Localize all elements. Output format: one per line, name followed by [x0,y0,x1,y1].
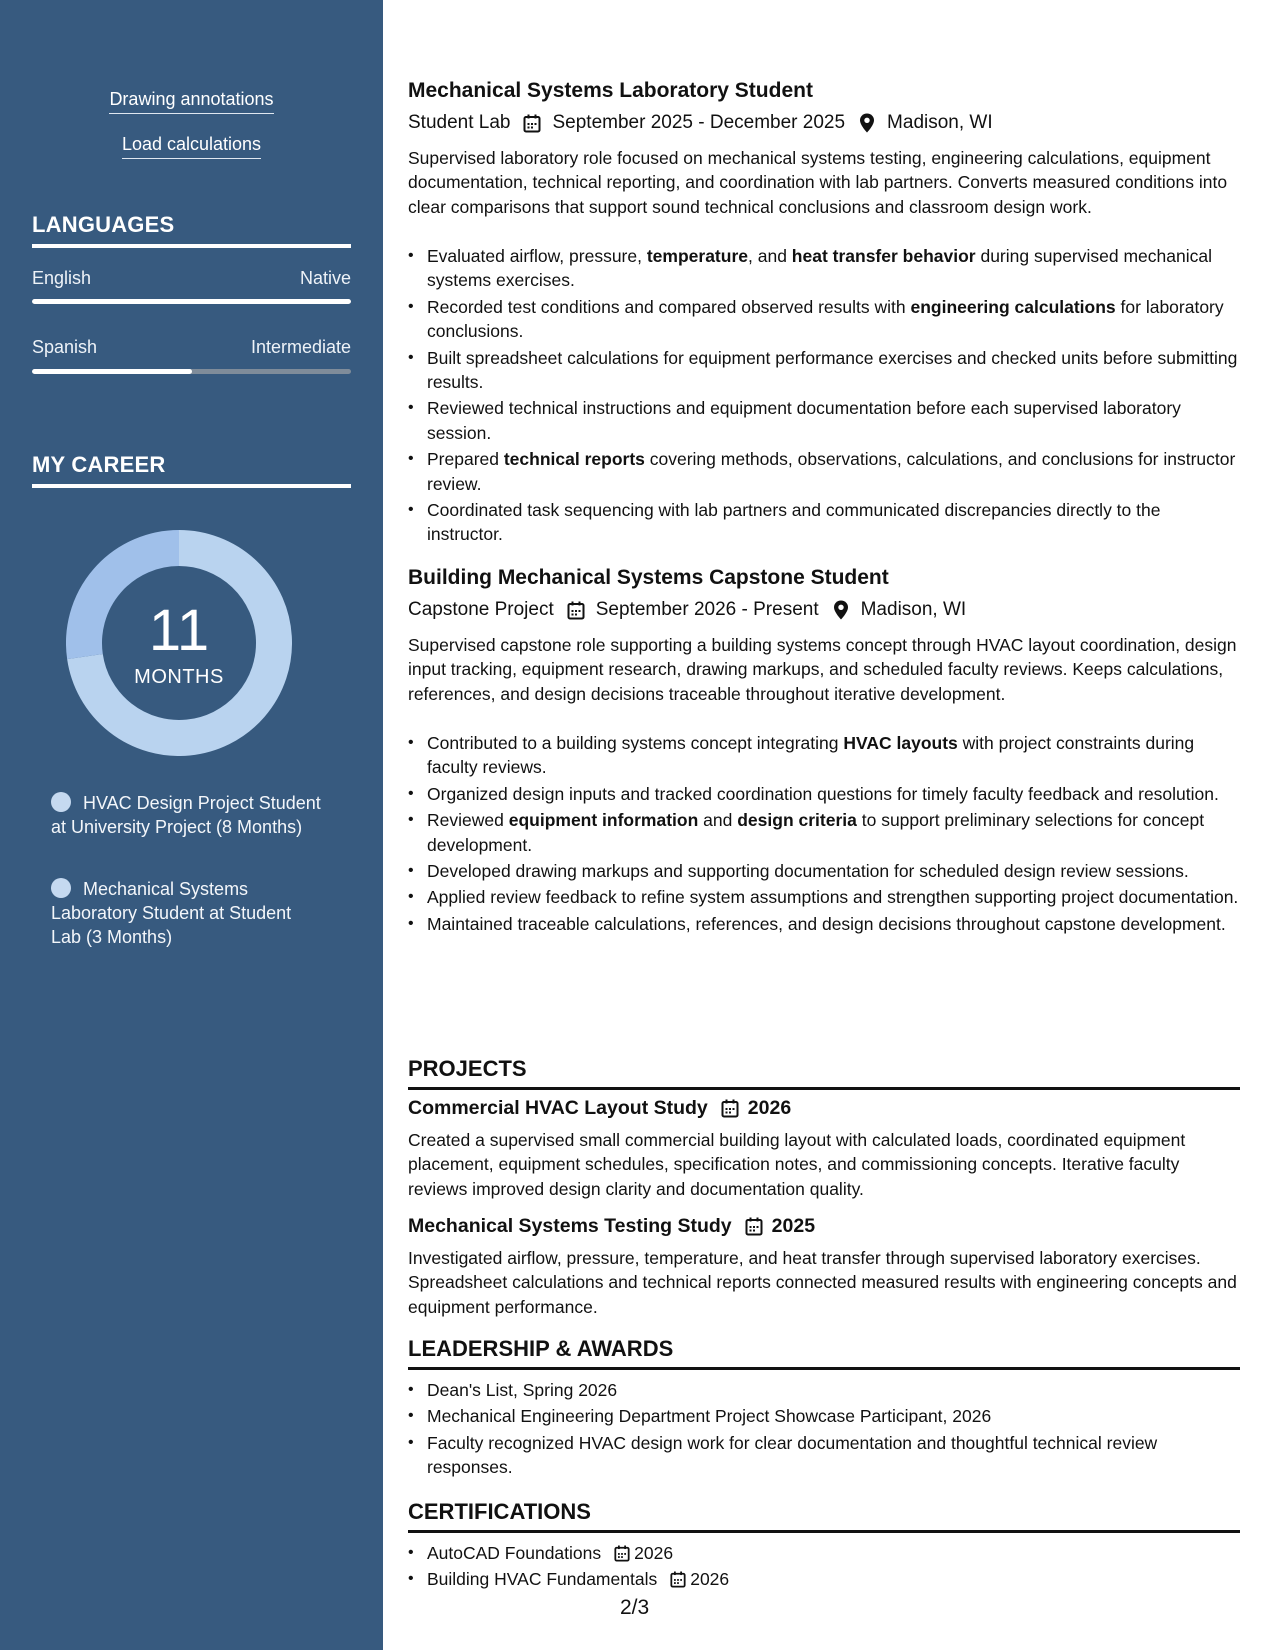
bullet-text: Coordinated task sequencing with lab partners and communicated discrepancies directly to the instructor. [427,500,1161,545]
bullet-emphasis: engineering calculations [910,296,1116,317]
bullet-text: for laboratory conclusions. [427,296,1224,342]
project-year: 2025 [771,1215,816,1237]
languages-heading: LANGUAGES [32,212,351,248]
certifications-list [408,1541,1240,1594]
job-bullet [408,295,1240,344]
map-pin-icon [831,600,851,620]
bullet-text: during supervised mechanical systems exercises. [427,246,1212,291]
skill-label: Drawing annotations [109,89,273,114]
skill-item [0,134,383,159]
career-total-unit: MONTHS [134,666,224,688]
bullet-text: Organized design inputs and tracked coordination questions for timely faculty feedback and resolution. [427,783,1219,804]
project-description: Created a supervised small commercial building layout with calculated loads, coordinated equipment placement, equipment schedules, specification notes, and commissioning concepts. Iterative faculty reviews improved design clarity and documentation quality. [408,1130,1186,1199]
job-bullet [408,396,1240,445]
language-proficiency-bar [32,299,351,304]
language-proficiency-fill [32,369,192,374]
calendar-icon [613,1544,631,1562]
certifications-heading: CERTIFICATIONS [408,1499,1240,1533]
job-meta [408,599,966,621]
page-number: 2/3 [620,1596,650,1619]
map-pin-icon [857,113,877,133]
language-level: Native [299,268,351,288]
awards-list [408,1378,1240,1482]
job-bullets [408,244,1240,549]
job-summary: Supervised laboratory role focused on mechanical systems testing, engineering calculations, equipment documentation, technical reporting, and coordination with lab partners. Converts measured conditions into clear comparisons that support sound technical conclusions and classroom design work. [408,148,1228,217]
bullet-text: Prepared [427,449,504,470]
certification-item [408,1541,1240,1565]
job-bullet [408,885,1240,909]
project-title: Mechanical Systems Testing Study [408,1215,732,1237]
project-title: Commercial HVAC Layout Study [408,1097,708,1119]
bullet-text: Reviewed technical instructions and equipment documentation before each supervised laboratory session. [427,398,1181,443]
bullet-emphasis: equipment information [508,810,699,831]
bullet-text: Contributed to a building systems concept integrating [427,733,844,753]
legend-dot-icon [51,792,71,812]
calendar-icon [669,1571,687,1589]
bullet-emphasis: heat transfer behavior [791,246,976,266]
career-donut-chart [66,530,292,756]
legend-dot-icon [51,878,71,898]
projects-heading: PROJECTS [408,1056,1240,1090]
bullet-text: covering methods, observations, calculations, and conclusions for instructor review. [427,449,1236,494]
bullet-text: Maintained traceable calculations, references, and design decisions throughout capstone development. [427,913,1226,934]
job-bullet [408,244,1240,293]
certification-year: 2026 [634,1543,674,1563]
job-dates: September 2026 - Present [595,599,819,620]
calendar-icon [720,1099,740,1119]
job-location: Madison, WI [887,112,993,133]
language-row [32,268,351,289]
bullet-text: to support preliminary selections for concept development. [427,810,1205,855]
language-row [32,337,351,358]
career-legend-label: HVAC Design Project Student at University Project (8 Months) [51,793,321,837]
calendar-icon [566,600,586,620]
calendar-icon [744,1217,764,1237]
job-bullet [408,912,1240,936]
career-legend-item [51,877,321,949]
bullet-text: Reviewed [427,810,509,831]
language-name: English [32,268,92,288]
award-item: • Faculty recognized HVAC design work for clear documentation and thoughtful technical review responses. [408,1431,1240,1480]
career-heading: MY CAREER [32,452,351,488]
job-title: Building Mechanical Systems Capstone Student [408,566,889,589]
job-bullet [408,346,1240,395]
skill-item [0,89,383,114]
bullet-text: Evaluated airflow, pressure, [427,246,647,266]
project-title-row [408,1097,791,1120]
project-year: 2026 [747,1097,792,1119]
certification-year: 2026 [690,1569,730,1590]
career-legend-label: Mechanical Systems Laboratory Student at Student Lab (3 Months) [51,879,292,947]
bullet-emphasis: temperature [646,246,748,266]
award-item: • Dean's List, Spring 2026 [408,1378,1240,1402]
job-bullet [408,731,1240,780]
certification-name: • Building HVAC Fundamentals [427,1569,658,1590]
job-org: Capstone Project [408,599,554,620]
bullet-text: with project constraints during faculty reviews. [427,733,1195,778]
job-bullet [408,498,1240,547]
job-location: Madison, WI [860,599,967,620]
project-description: Investigated airflow, pressure, temperature, and heat transfer through supervised laboratory exercises. Spreadsheet calculations and technical reports connected measured results with engineering concepts and equipment performance. [408,1248,1237,1317]
career-total-number: 11 [148,598,210,663]
bullet-text: Applied review feedback to refine system assumptions and strengthen supporting project documentation. [427,887,1239,908]
bullet-emphasis: HVAC layouts [843,733,958,753]
job-bullet [408,447,1240,496]
job-title: Mechanical Systems Laboratory Student [408,79,813,102]
job-bullets [408,731,1240,938]
language-name: Spanish [32,337,98,357]
award-item: • Mechanical Engineering Department Project Showcase Participant, 2026 [408,1404,1240,1428]
job-summary: Supervised capstone role supporting a building systems concept through HVAC layout coordination, design input tracking, equipment research, drawing markups, and scheduled faculty reviews. Keeps calculations, references, and design decisions traceable throughout iterative development. [408,635,1237,704]
awards-heading: LEADERSHIP & AWARDS [408,1336,1240,1370]
job-meta [408,112,993,134]
language-proficiency-fill [32,299,351,304]
language-level: Intermediate [250,337,351,357]
bullet-text: Developed drawing markups and supporting documentation for scheduled design review sessions. [427,861,1189,882]
bullet-text: , and [748,246,792,266]
project-title-row [408,1215,815,1238]
bullet-text: Built spreadsheet calculations for equipment performance exercises and checked units before submitting results. [427,347,1238,393]
language-proficiency-bar [32,369,351,374]
sidebar [0,0,383,1650]
bullet-text: and [698,810,738,831]
bullet-text: Recorded test conditions and compared observed results with [427,296,911,317]
certification-name: • AutoCAD Foundations [427,1543,602,1563]
job-bullet [408,782,1240,806]
skill-label: Load calculations [122,134,261,159]
certification-item [408,1567,1240,1591]
job-bullet [408,808,1240,857]
job-org: Student Lab [408,112,511,133]
job-dates: September 2025 - December 2025 [552,112,846,133]
bullet-emphasis: technical reports [503,449,645,470]
career-legend-item [51,791,321,839]
job-bullet [408,859,1240,883]
bullet-emphasis: design criteria [737,810,857,831]
calendar-icon [522,113,542,133]
